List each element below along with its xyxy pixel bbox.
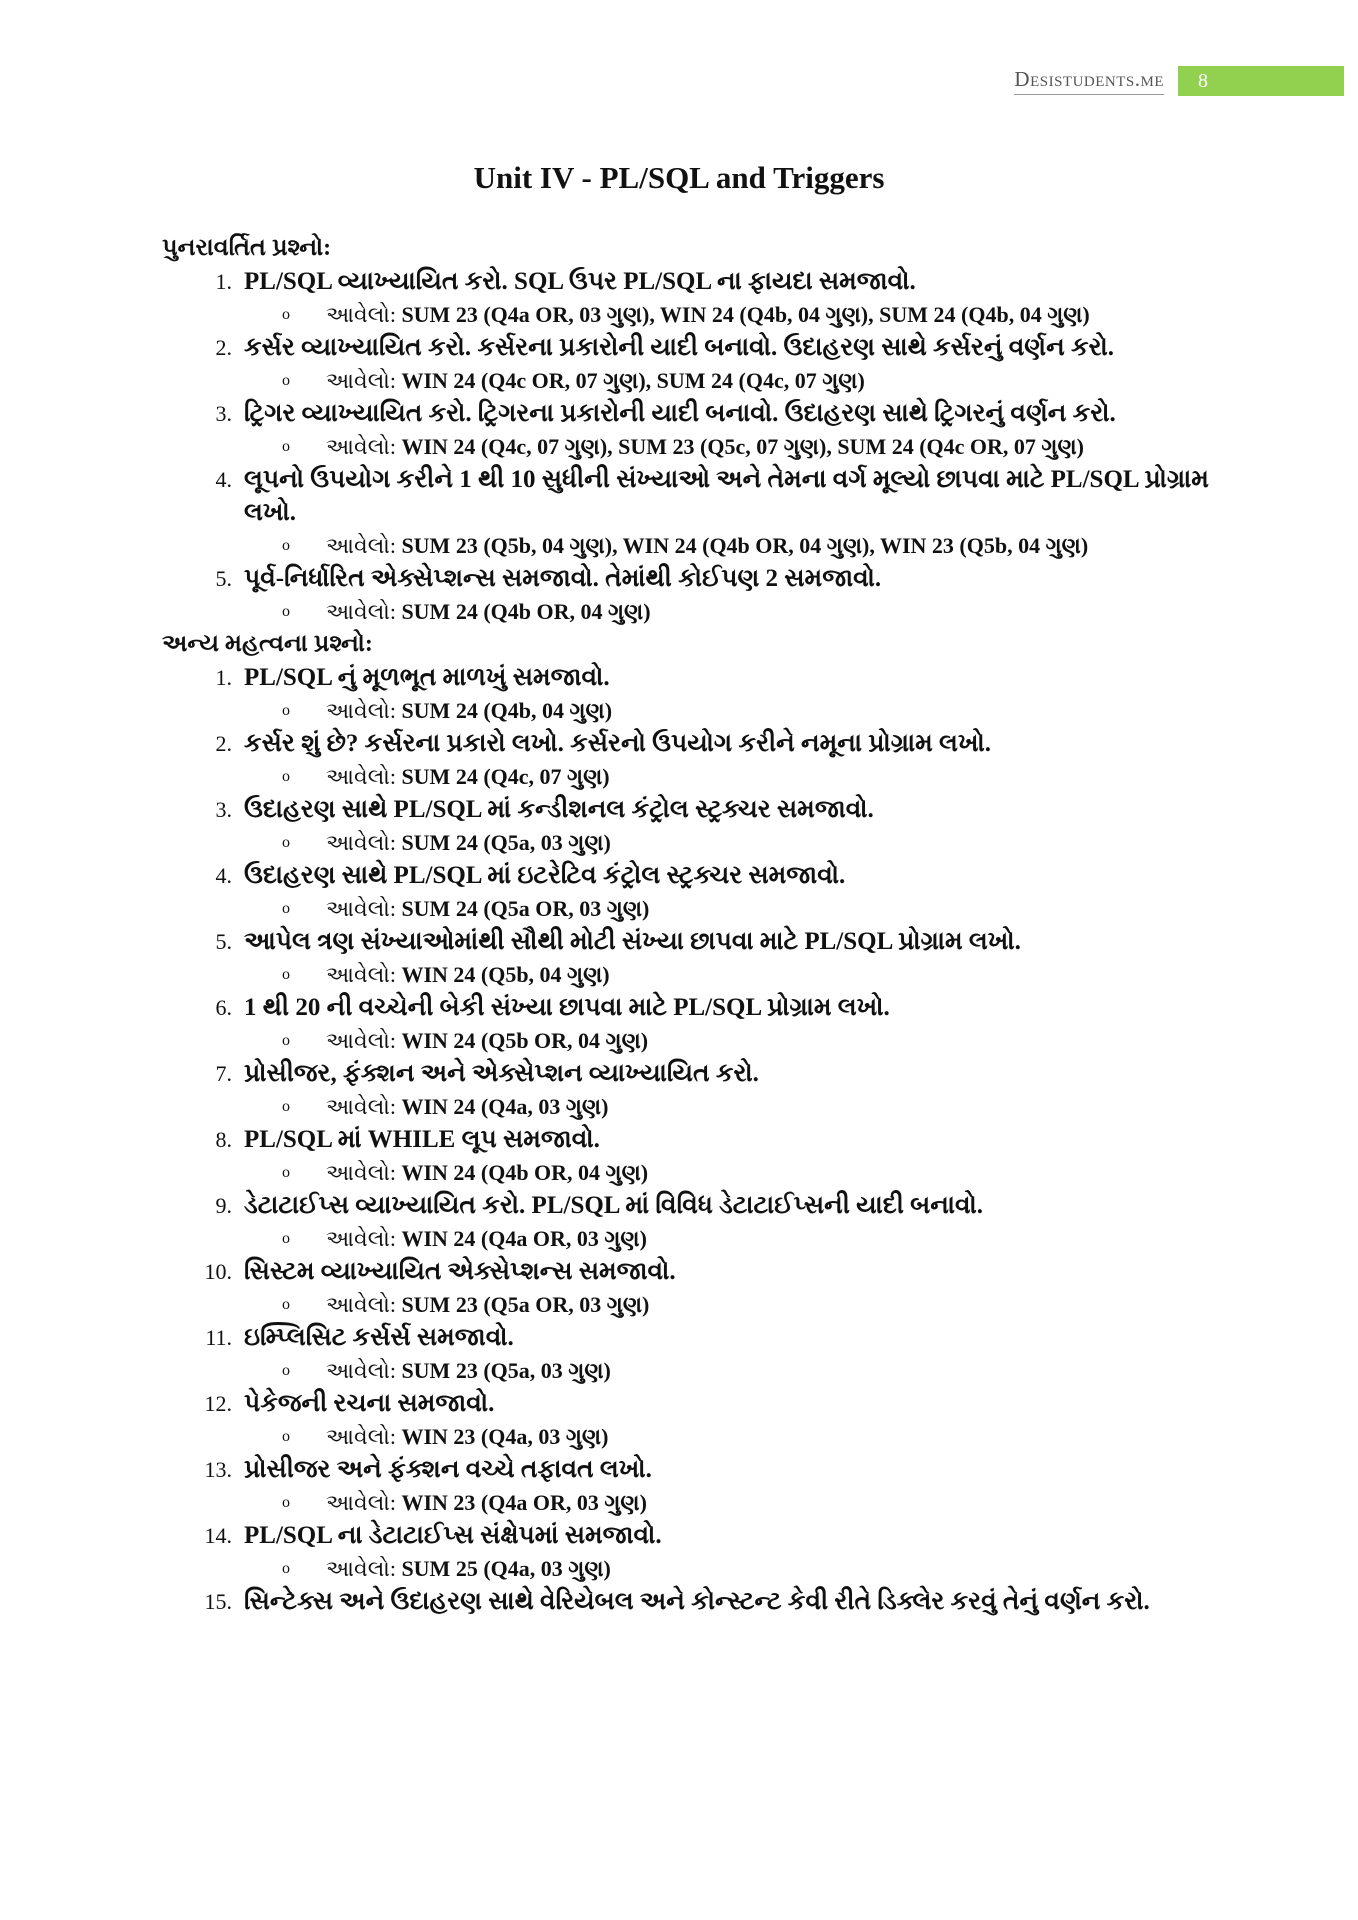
asked-in-text <box>326 430 1222 463</box>
page-number-badge: 8 <box>1178 66 1344 96</box>
bullet-icon: o <box>282 702 290 719</box>
question-text: આપેલ ત્રણ સંખ્યાઓમાંથી સૌથી મોટી સંખ્યા છાપવા માટે PL/SQL પ્રોગ્રામ લખો. <box>244 928 1021 955</box>
asked-in-text <box>326 694 1222 727</box>
asked-exams: SUM 23 (Q4a OR, 03 ગુણ), WIN 24 (Q4b, 04 ગુણ), SUM 24 (Q4b, 04 ગુણ) <box>401 302 1090 327</box>
question-text: PL/SQL વ્યાખ્યાયિત કરો. SQL ઉપર PL/SQL ના ફાયદા સમજાવો. <box>244 268 916 295</box>
question-row <box>162 1189 1222 1222</box>
asked-exams: WIN 24 (Q4c OR, 07 ગુણ), SUM 24 (Q4c, 07 ગુણ) <box>401 368 865 393</box>
question-item <box>162 1585 1222 1618</box>
asked-in-row <box>162 364 1222 397</box>
asked-exams: WIN 24 (Q4b OR, 04 ગુણ) <box>401 1160 649 1185</box>
asked-exams: SUM 24 (Q4c, 07 ગુણ) <box>401 764 610 789</box>
question-number: 14. <box>204 1523 232 1548</box>
question-text: PL/SQL નું મૂળભૂત માળખું સમજાવો. <box>244 664 610 691</box>
question-number: 13. <box>204 1457 232 1482</box>
asked-label: આવેલો: <box>326 599 402 624</box>
question-item <box>162 793 1222 859</box>
question-number: 6. <box>215 995 232 1020</box>
question-number: 7. <box>215 1061 232 1086</box>
question-text: 1 થી 20 ની વચ્ચેની બેકી સંખ્યા છાપવા માટે PL/SQL પ્રોગ્રામ લખો. <box>244 994 890 1021</box>
question-number: 5. <box>215 566 232 591</box>
question-row <box>162 1123 1222 1156</box>
asked-label: આવેલો: <box>326 1424 402 1449</box>
question-item <box>162 1453 1222 1519</box>
asked-label: આવેલો: <box>326 302 402 327</box>
asked-exams: WIN 24 (Q5b OR, 04 ગુણ) <box>401 1028 649 1053</box>
question-row <box>162 793 1222 826</box>
asked-in-row <box>162 760 1222 793</box>
asked-in-row <box>162 1090 1222 1123</box>
question-row <box>162 463 1222 529</box>
asked-exams: WIN 24 (Q5b, 04 ગુણ) <box>401 962 610 987</box>
asked-in-text <box>326 1354 1222 1387</box>
question-text: PL/SQL ના ડેટાટાઈપ્સ સંક્ષેપમાં સમજાવો. <box>244 1522 662 1549</box>
bullet-icon: o <box>282 1032 290 1049</box>
asked-exams: WIN 23 (Q4a, 03 ગુણ) <box>401 1424 609 1449</box>
asked-label: આવેલો: <box>326 764 402 789</box>
question-text: પ્રોસીજર અને ફંક્શન વચ્ચે તફાવત લખો. <box>244 1456 652 1483</box>
question-item <box>162 1519 1222 1585</box>
asked-in-row <box>162 529 1222 562</box>
question-text: પેકેજની રચના સમજાવો. <box>244 1390 495 1417</box>
question-row <box>162 859 1222 892</box>
question-row <box>162 1321 1222 1354</box>
question-number: 8. <box>215 1127 232 1152</box>
question-row <box>162 397 1222 430</box>
asked-in-text <box>326 826 1222 859</box>
question-row <box>162 1255 1222 1288</box>
asked-exams: WIN 24 (Q4c, 07 ગુણ), SUM 23 (Q5c, 07 ગુણ), SUM 24 (Q4c OR, 07 ગુણ) <box>401 434 1084 459</box>
asked-label: આવેલો: <box>326 1556 402 1581</box>
asked-in-row <box>162 1288 1222 1321</box>
question-item <box>162 562 1222 628</box>
asked-in-text <box>326 364 1222 397</box>
question-row <box>162 1057 1222 1090</box>
asked-exams: SUM 24 (Q5a, 03 ગુણ) <box>401 830 611 855</box>
question-number: 1. <box>215 269 232 294</box>
question-item <box>162 1057 1222 1123</box>
question-item <box>162 1387 1222 1453</box>
question-text: કર્સર શું છે? કર્સરના પ્રકારો લખો. કર્સરનો ઉપયોગ કરીને નમૂના પ્રોગ્રામ લખો. <box>244 730 992 757</box>
asked-in-text <box>326 1420 1222 1453</box>
asked-in-row <box>162 1156 1222 1189</box>
bullet-icon: o <box>282 537 290 554</box>
bullet-icon: o <box>282 438 290 455</box>
asked-in-text <box>326 1552 1222 1585</box>
question-number: 3. <box>215 797 232 822</box>
asked-in-text <box>326 760 1222 793</box>
asked-label: આવેલો: <box>326 368 402 393</box>
question-text: PL/SQL માં WHILE લૂપ સમજાવો. <box>244 1126 600 1153</box>
question-row <box>162 661 1222 694</box>
asked-in-row <box>162 826 1222 859</box>
question-row <box>162 991 1222 1024</box>
asked-in-row <box>162 1420 1222 1453</box>
bullet-icon: o <box>282 1362 290 1379</box>
asked-in-row <box>162 595 1222 628</box>
question-item <box>162 925 1222 991</box>
asked-label: આવેલો: <box>326 896 402 921</box>
question-number: 2. <box>215 731 232 756</box>
asked-in-text <box>326 529 1222 562</box>
question-row <box>162 331 1222 364</box>
asked-in-row <box>162 694 1222 727</box>
asked-label: આવેલો: <box>326 1160 402 1185</box>
question-number: 15. <box>204 1589 232 1614</box>
asked-in-text <box>326 1156 1222 1189</box>
asked-in-text <box>326 1222 1222 1255</box>
page-title: Unit IV - PL/SQL and Triggers <box>473 160 885 195</box>
asked-label: આવેલો: <box>326 1490 402 1515</box>
question-number: 11. <box>205 1325 232 1350</box>
question-number: 3. <box>215 401 232 426</box>
asked-in-text <box>326 298 1222 331</box>
asked-exams: SUM 23 (Q5a, 03 ગુણ) <box>401 1358 611 1383</box>
asked-exams: SUM 24 (Q4b OR, 04 ગુણ) <box>401 599 651 624</box>
site-name: Desistudents.me <box>1014 67 1164 95</box>
asked-in-row <box>162 1486 1222 1519</box>
question-item <box>162 661 1222 727</box>
asked-label: આવેલો: <box>326 1358 402 1383</box>
asked-in-row <box>162 958 1222 991</box>
question-text: ડેટાટાઈપ્સ વ્યાખ્યાયિત કરો. PL/SQL માં વિવિધ ડેટાટાઈપ્સની યાદી બનાવો. <box>244 1192 984 1219</box>
question-text: ઉદાહરણ સાથે PL/SQL માં ઇટરેટિવ કંટ્રોલ સ્ટ્રક્ચર સમજાવો. <box>244 862 846 889</box>
asked-exams: SUM 23 (Q5b, 04 ગુણ), WIN 24 (Q4b OR, 04 ગુણ), WIN 23 (Q5b, 04 ગુણ) <box>401 533 1089 558</box>
question-row <box>162 925 1222 958</box>
question-text: ટ્રિગર વ્યાખ્યાયિત કરો. ટ્રિગરના પ્રકારોની યાદી બનાવો. ઉદાહરણ સાથે ટ્રિગરનું વર્ણન કરો. <box>244 400 1116 427</box>
question-row <box>162 727 1222 760</box>
question-text: પ્રોસીજર, ફંક્શન અને એક્સેપ્શન વ્યાખ્યાયિત કરો. <box>244 1060 759 1087</box>
bullet-icon: o <box>282 1164 290 1181</box>
asked-exams: WIN 24 (Q4a OR, 03 ગુણ) <box>401 1226 647 1251</box>
bullet-icon: o <box>282 834 290 851</box>
asked-label: આવેલો: <box>326 698 402 723</box>
question-item <box>162 991 1222 1057</box>
bullet-icon: o <box>282 1494 290 1511</box>
question-item <box>162 727 1222 793</box>
question-section <box>162 232 1222 628</box>
question-section <box>162 628 1222 1618</box>
question-number: 10. <box>204 1259 232 1284</box>
asked-in-row <box>162 1552 1222 1585</box>
bullet-icon: o <box>282 306 290 323</box>
question-item <box>162 397 1222 463</box>
asked-exams: WIN 23 (Q4a OR, 03 ગુણ) <box>401 1490 647 1515</box>
question-text: લૂપનો ઉપયોગ કરીને 1 થી 10 સુધીની સંખ્યાઓ અને તેમના વર્ગ મૂલ્યો છાપવા માટે PL/SQL પ્રોગ્રામ લખો. <box>244 466 1209 526</box>
question-text: ઇમ્પ્લિસિટ કર્સર્સ સમજાવો. <box>244 1324 514 1351</box>
asked-in-text <box>326 1024 1222 1057</box>
question-text: સિસ્ટમ વ્યાખ્યાયિત એક્સેપ્શન્સ સમજાવો. <box>244 1258 676 1285</box>
question-item <box>162 1189 1222 1255</box>
asked-in-row <box>162 298 1222 331</box>
bullet-icon: o <box>282 372 290 389</box>
bullet-icon: o <box>282 1296 290 1313</box>
section-heading: અન્ય મહત્વના પ્રશ્નો: <box>162 631 373 657</box>
question-item <box>162 1123 1222 1189</box>
asked-in-text <box>326 1090 1222 1123</box>
question-text: પૂર્વ-નિર્ધારિત એક્સેપ્શન્સ સમજાવો. તેમાંથી કોઈપણ 2 સમજાવો. <box>244 565 882 592</box>
question-number: 4. <box>215 863 232 888</box>
section-heading: પુનરાવર્તિત પ્રશ્નો: <box>162 235 332 261</box>
asked-in-row <box>162 430 1222 463</box>
question-item <box>162 331 1222 397</box>
question-number: 5. <box>215 929 232 954</box>
asked-in-text <box>326 1288 1222 1321</box>
question-item <box>162 1321 1222 1387</box>
question-item <box>162 1255 1222 1321</box>
question-text: કર્સર વ્યાખ્યાયિત કરો. કર્સરના પ્રકારોની યાદી બનાવો. ઉદાહરણ સાથે કર્સરનું વર્ણન કરો. <box>244 334 1115 361</box>
question-number: 2. <box>215 335 232 360</box>
asked-in-text <box>326 1486 1222 1519</box>
bullet-icon: o <box>282 900 290 917</box>
asked-in-row <box>162 1222 1222 1255</box>
question-row <box>162 265 1222 298</box>
asked-in-text <box>326 958 1222 991</box>
asked-label: આવેલો: <box>326 962 402 987</box>
question-number: 4. <box>215 467 232 492</box>
asked-label: આવેલો: <box>326 1028 402 1053</box>
asked-label: આવેલો: <box>326 434 402 459</box>
asked-exams: WIN 24 (Q4a, 03 ગુણ) <box>401 1094 609 1119</box>
asked-in-row <box>162 1354 1222 1387</box>
asked-label: આવેલો: <box>326 830 402 855</box>
question-list <box>162 232 1222 1618</box>
asked-label: આવેલો: <box>326 1094 402 1119</box>
question-item <box>162 463 1222 562</box>
asked-exams: SUM 23 (Q5a OR, 03 ગુણ) <box>401 1292 650 1317</box>
asked-in-text <box>326 595 1222 628</box>
question-number: 12. <box>204 1391 232 1416</box>
bullet-icon: o <box>282 1230 290 1247</box>
bullet-icon: o <box>282 1098 290 1115</box>
asked-exams: SUM 24 (Q4b, 04 ગુણ) <box>401 698 613 723</box>
question-item <box>162 265 1222 331</box>
asked-in-row <box>162 892 1222 925</box>
bullet-icon: o <box>282 1560 290 1577</box>
asked-in-text <box>326 892 1222 925</box>
asked-in-row <box>162 1024 1222 1057</box>
page-header <box>1014 66 1344 96</box>
question-item <box>162 859 1222 925</box>
question-number: 1. <box>215 665 232 690</box>
asked-label: આવેલો: <box>326 1292 402 1317</box>
question-row <box>162 1585 1222 1618</box>
asked-exams: SUM 24 (Q5a OR, 03 ગુણ) <box>401 896 650 921</box>
question-number: 9. <box>215 1193 232 1218</box>
asked-label: આવેલો: <box>326 533 402 558</box>
question-row <box>162 1519 1222 1552</box>
question-row <box>162 1453 1222 1486</box>
question-row <box>162 1387 1222 1420</box>
asked-label: આવેલો: <box>326 1226 402 1251</box>
question-text: સિન્ટેક્સ અને ઉદાહરણ સાથે વેરિયેબલ અને કોન્સ્ટન્ટ કેવી રીતે ડિક્લેર કરવું તેનું વર્ણન કરો. <box>244 1588 1150 1615</box>
bullet-icon: o <box>282 768 290 785</box>
bullet-icon: o <box>282 966 290 983</box>
asked-exams: SUM 25 (Q4a, 03 ગુણ) <box>401 1556 611 1581</box>
question-text: ઉદાહરણ સાથે PL/SQL માં કન્ડીશનલ કંટ્રોલ સ્ટ્રક્ચર સમજાવો. <box>244 796 874 823</box>
bullet-icon: o <box>282 1428 290 1445</box>
bullet-icon: o <box>282 603 290 620</box>
question-row <box>162 562 1222 595</box>
